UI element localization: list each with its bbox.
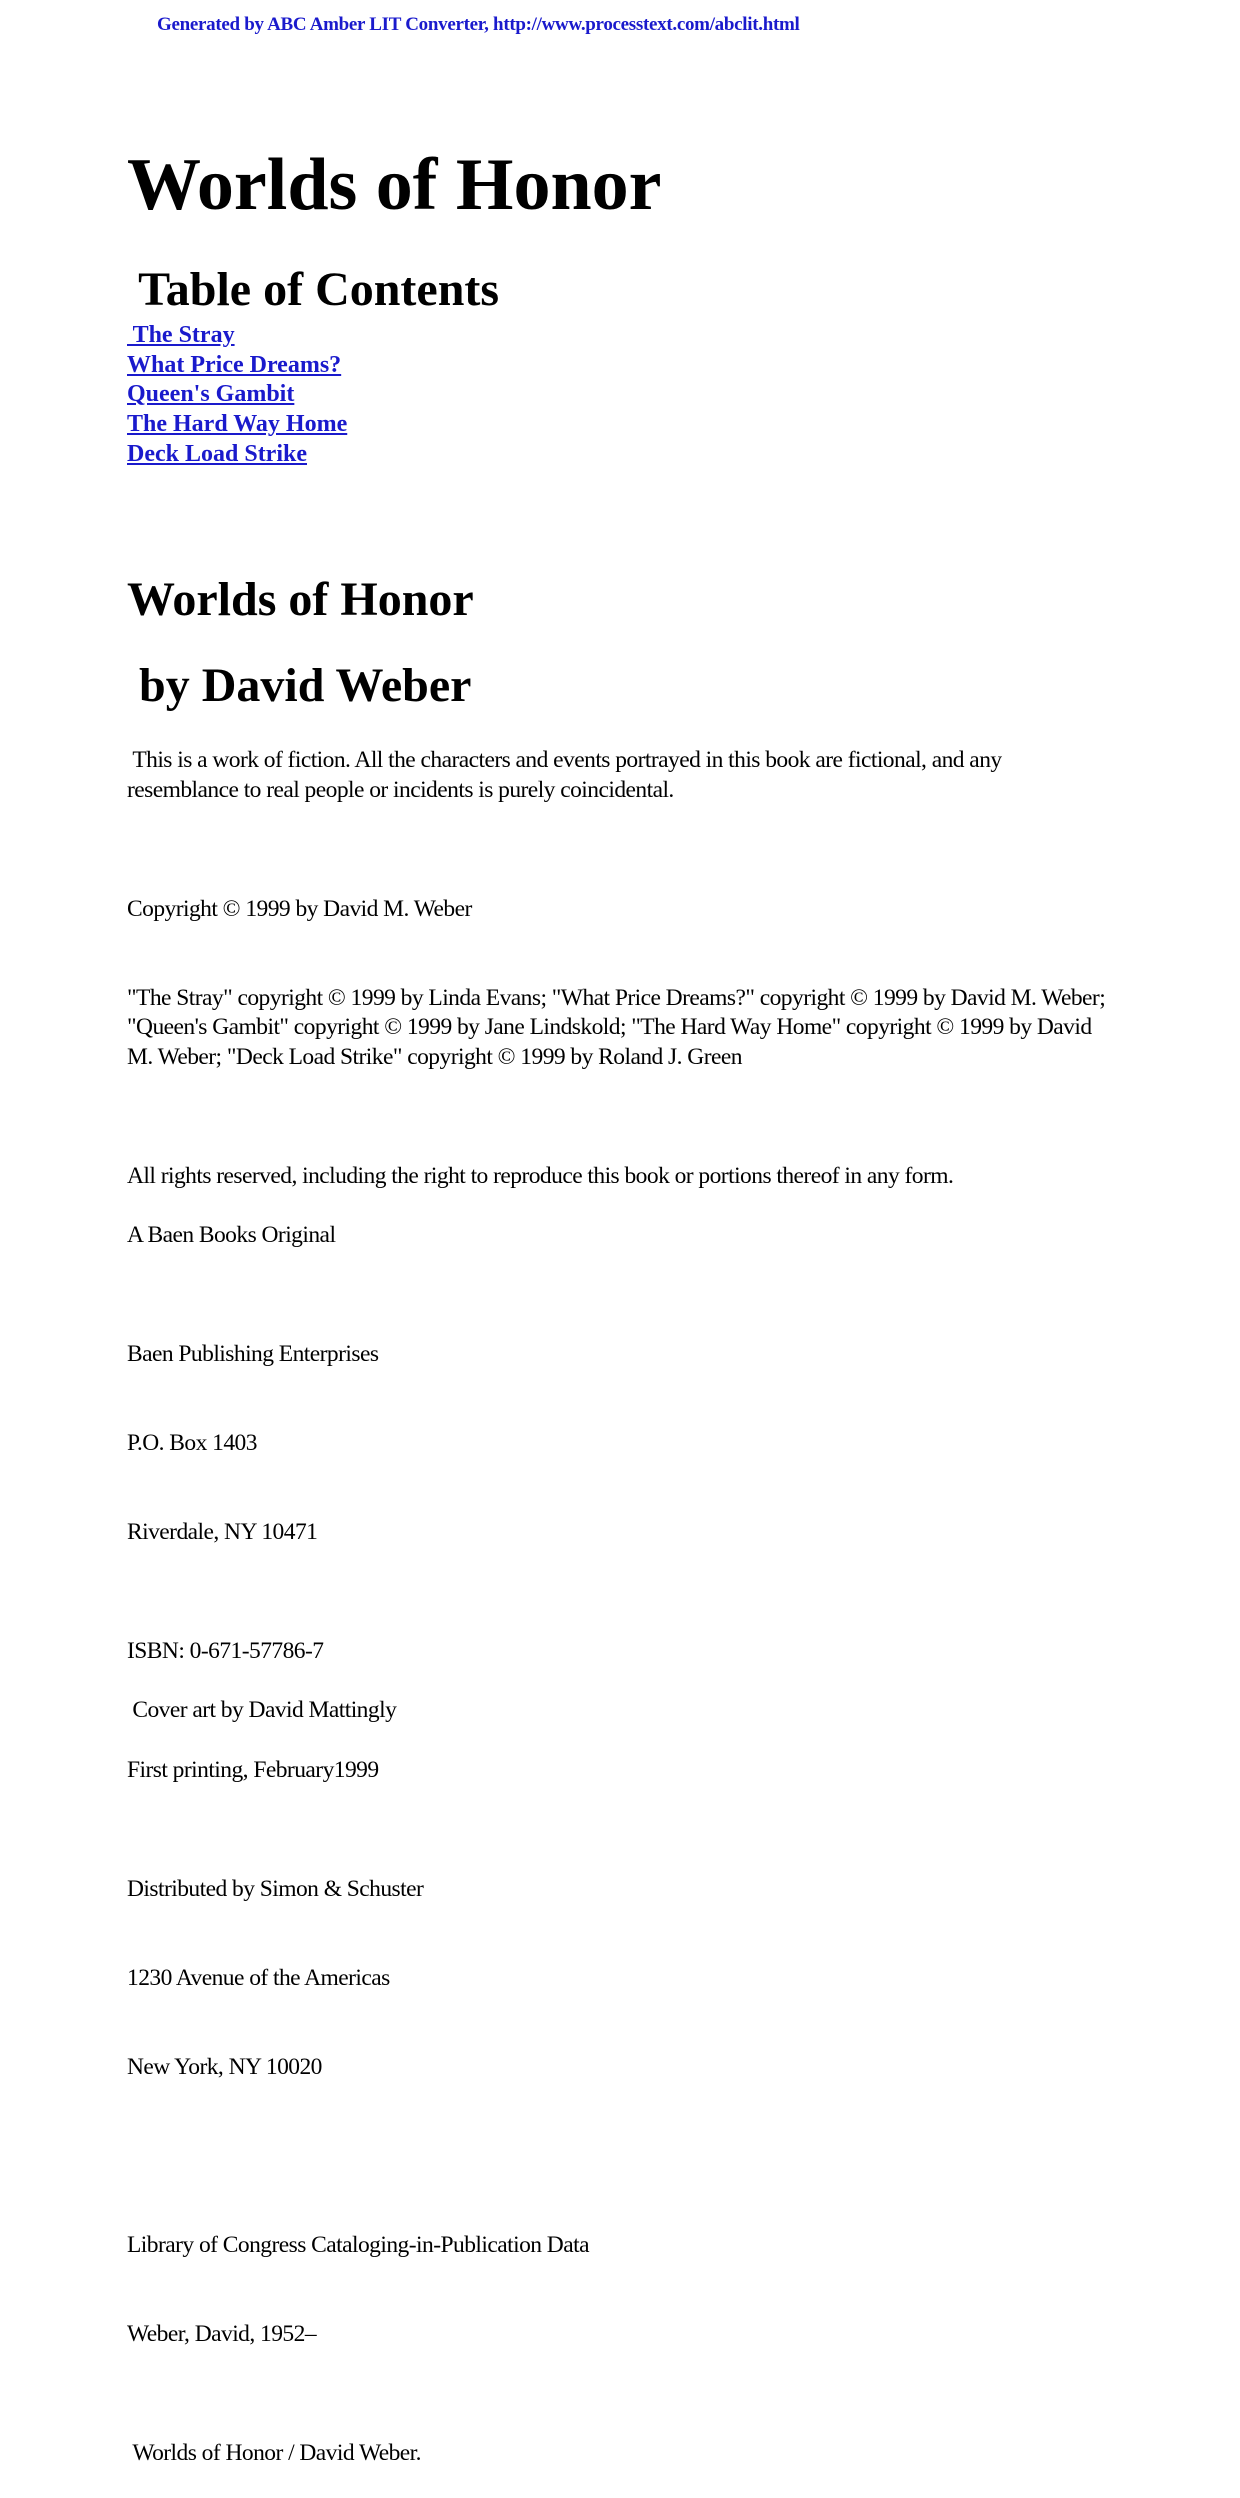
toc-item	[127, 351, 347, 381]
book-title: Worlds of Honor	[127, 573, 474, 626]
toc-link-the-stray[interactable]: The Stray	[127, 322, 235, 348]
rights-reserved: All rights reserved, including the right to reproduce this book or portions thereof in any form.	[127, 1162, 954, 1189]
converter-banner: Generated by ABC Amber LIT Converter, http://www.processtext.com/abclit.html	[157, 14, 800, 35]
toc-item	[127, 380, 347, 410]
cip-author: Weber, David, 1952–	[127, 2321, 317, 2348]
story-copyrights: "The Stray" copyright © 1999 by Linda Evans; "What Price Dreams?" copyright © 1999 by David M. Weber; "Queen's Gambit" copyright © 1999 by Jane Lindskold; "The Hard Way Home" copyright © 1999 by David M. Weber; "Deck Load Strike" copyright © 1999 by Roland J. Green	[127, 984, 1111, 1071]
author-byline: by David Weber	[127, 659, 472, 712]
toc-item	[127, 440, 347, 470]
copyright-page-body	[127, 746, 1111, 2498]
copyright-line: Copyright © 1999 by David M. Weber	[127, 895, 472, 922]
fiction-disclaimer: This is a work of fiction. All the characters and events portrayed in this book are fictional, and any resemblance to real people or incidents is purely coincidental.	[127, 747, 1007, 803]
cip-title-entry: Worlds of Honor / David Weber.	[127, 2439, 421, 2466]
toc-heading: Table of Contents	[127, 263, 500, 316]
publisher-name: Baen Publishing Enterprises	[127, 1341, 379, 1367]
toc-link-the-hard-way-home[interactable]: The Hard Way Home	[127, 411, 348, 438]
table-of-contents	[127, 321, 347, 469]
isbn: ISBN: 0-671-57786-7	[127, 1638, 324, 1665]
cip-heading: Library of Congress Cataloging-in-Publication Data	[127, 2232, 589, 2259]
cip-data	[127, 2172, 1107, 2410]
toc-item	[127, 410, 347, 440]
cover-art-credit: Cover art by David Mattingly	[127, 1697, 397, 1724]
publisher-address-line1: P.O. Box 1403	[127, 1430, 257, 1457]
publisher-address-line2: Riverdale, NY 10471	[127, 1519, 318, 1546]
distributor-address-line2: New York, NY 10020	[127, 2053, 322, 2080]
imprint: A Baen Books Original	[127, 1222, 336, 1249]
distributor-address-line1: 1230 Avenue of the Americas	[127, 1964, 390, 1991]
toc-link-queens-gambit[interactable]: Queen's Gambit	[127, 381, 295, 408]
toc-link-what-price-dreams[interactable]: What Price Dreams?	[127, 351, 342, 378]
main-title: Worlds of Honor	[127, 144, 662, 226]
distributor-address	[127, 1815, 1107, 2142]
toc-item	[127, 321, 347, 351]
distributor-name: Distributed by Simon & Schuster	[127, 1875, 424, 1902]
toc-link-deck-load-strike[interactable]: Deck Load Strike	[127, 440, 307, 467]
copyright-block	[127, 835, 1111, 1132]
publisher-address	[127, 1281, 1107, 1608]
printing-info: First printing, February1999	[127, 1756, 379, 1783]
